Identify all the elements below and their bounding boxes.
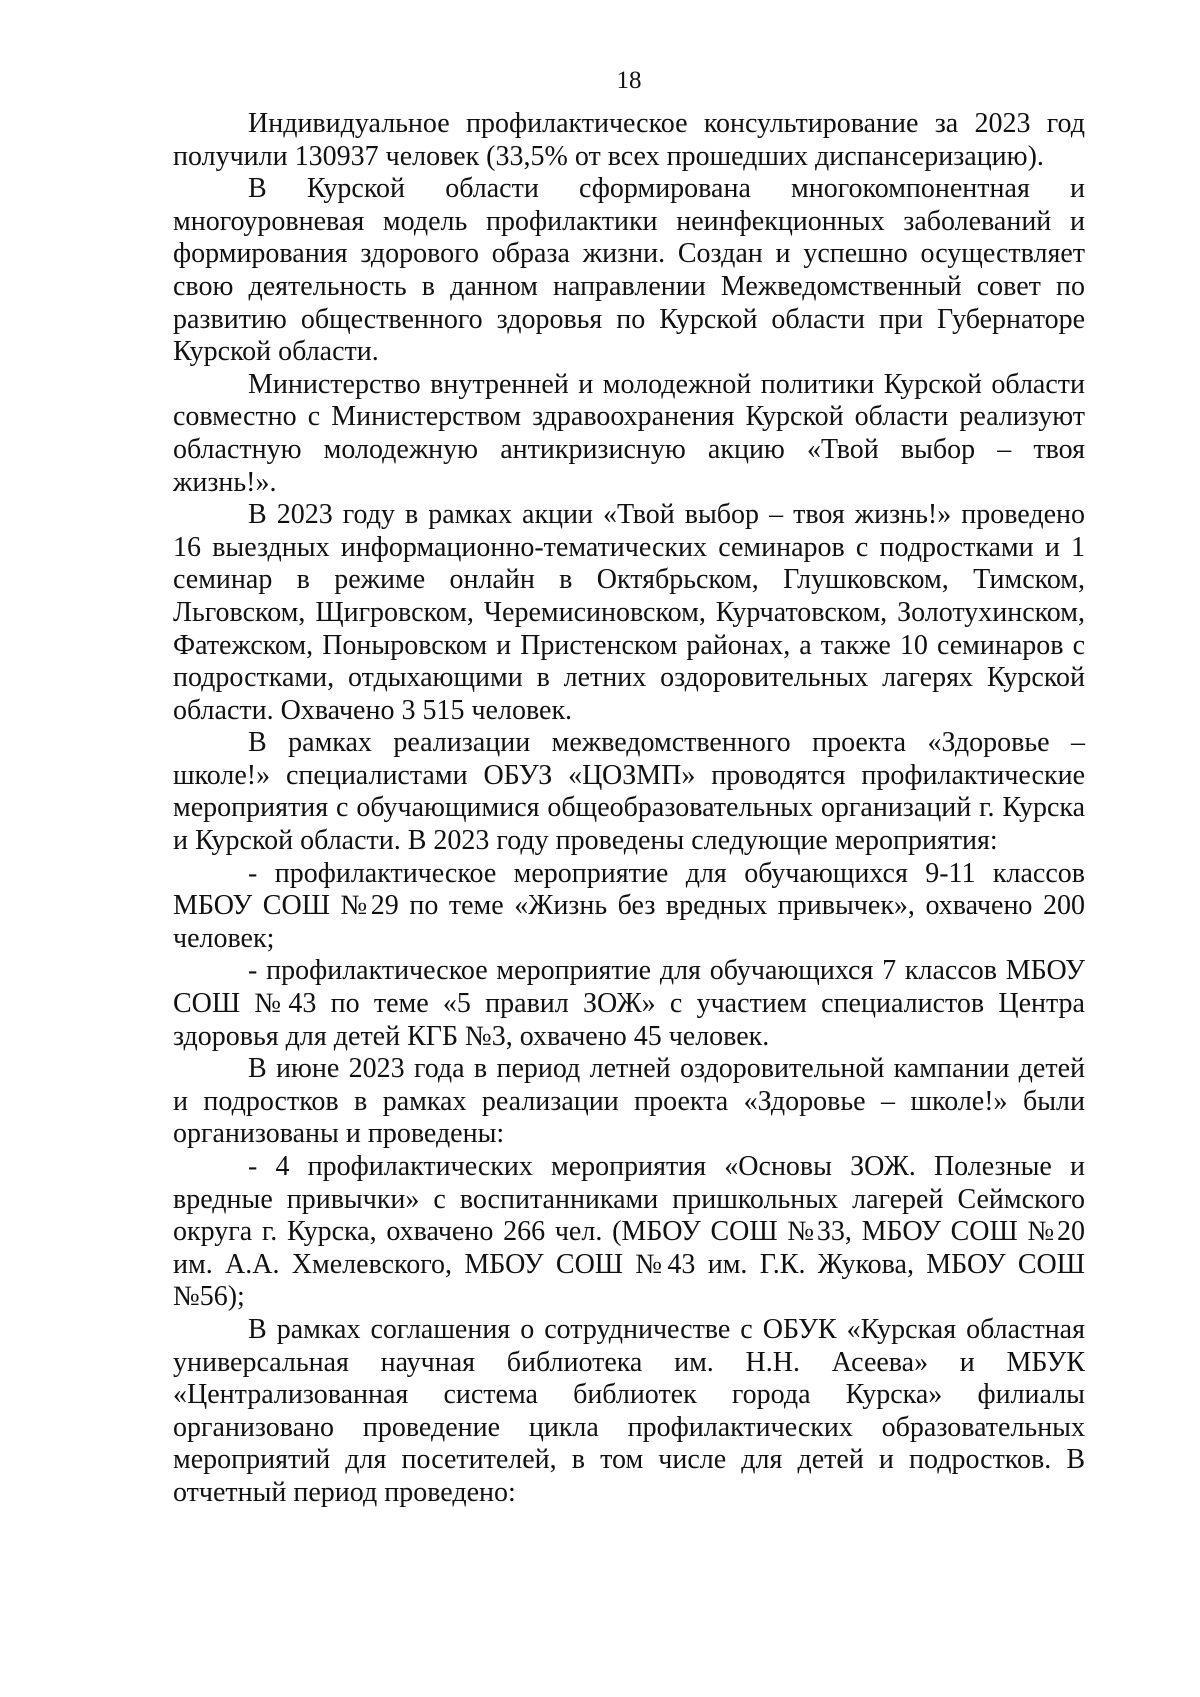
paragraph-prevention-model: В Курской области сформирована многокомпонентная и многоуровневая модель профилактики неинфекционных заболеваний и формирования здорового образа жизни. Создан и успешно осуществляет свою деятельность в данном направлении Межведомственный совет по развитию общественного здоровья по Курской области при Губернаторе Курской области. <box>173 173 1085 368</box>
paragraph-consultation: Индивидуальное профилактическое консультирование за 2023 год получили 130937 человек (33,5% от всех прошедших диспансеризацию). <box>173 108 1085 172</box>
document-page <box>173 66 1085 1510</box>
paragraph-summer-campaign: В июне 2023 года в период летней оздоровительной кампании детей и подростков в рамках реализации проекта «Здоровье – школе!» были организованы и проведены: <box>173 1053 1085 1150</box>
page-number: 18 <box>616 67 642 94</box>
paragraph-youth-campaign: Министерство внутренней и молодежной политики Курской области совместно с Министерством здравоохранения Курской области реализуют областную молодежную антикризисную акцию «Твой выбор – твоя жизнь!». <box>173 368 1085 498</box>
paragraph-library-cooperation: В рамках соглашения о сотрудничестве с ОБУК «Курская областная универсальная научная библиотека им. Н.Н. Асеева» и МБУК «Централизованная система библиотек города Курска» филиалы организовано проведение цикла профилактических образовательных мероприятий для посетителей, в том числе для детей и подростков. В отчетный период проведено: <box>173 1313 1085 1508</box>
list-item-event-school-43: - профилактическое мероприятие для обучающихся 7 классов МБОУ СОШ №43 по теме «5 правил ЗОЖ» с участием специалистов Центра здоровья для детей КГБ №3, охвачено 45 человек. <box>173 955 1085 1052</box>
list-item-healthy-lifestyle-events: - 4 профилактических мероприятия «Основы ЗОЖ. Полезные и вредные привычки» с воспитанниками пришкольных лагерей Сеймского округа г. Курска, охвачено 266 чел. (МБОУ СОШ №33, МБОУ СОШ №20 им. А.А. Хмелевского, МБОУ СОШ №43 им. Г.К. Жукова, МБОУ СОШ №56); <box>173 1151 1085 1313</box>
list-item-event-school-29: - профилактическое мероприятие для обучающихся 9-11 классов МБОУ СОШ №29 по теме «Жизнь без вредных привычек», охвачено 200 человек; <box>173 857 1085 954</box>
paragraph-health-school-project: В рамках реализации межведомственного проекта «Здоровье – школе!» специалистами ОБУЗ «ЦОЗМП» проводятся профилактические мероприятия с обучающимися общеобразовательных организаций г. Курска и Курской области. В 2023 году проведены следующие мероприятия: <box>173 727 1085 857</box>
paragraph-seminars: В 2023 году в рамках акции «Твой выбор – твоя жизнь!» проведено 16 выездных информационно-тематических семинаров с подростками и 1 семинар в режиме онлайн в Октябрьском, Глушковском, Тимском, Льговском, Щигровском, Черемисиновском, Курчатовском, Золотухинском, Фатежском, Поныровском и Пристенском районах, а также 10 семинаров с подростками, отдыхающими в летних оздоровительных лагерях Курской области. Охвачено 3 515 человек. <box>173 499 1085 726</box>
